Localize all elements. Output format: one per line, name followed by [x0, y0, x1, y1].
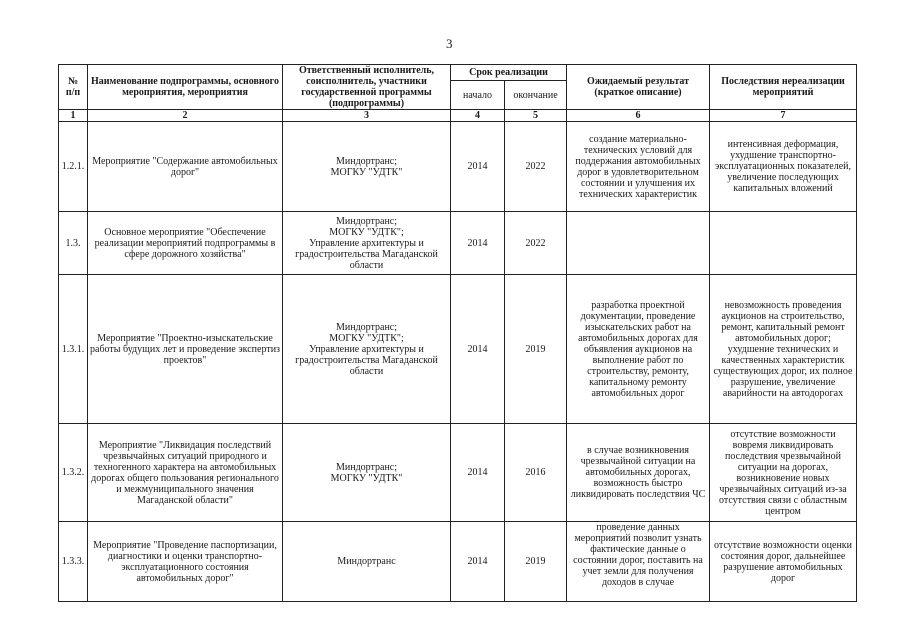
row-end: 2019	[505, 522, 567, 602]
column-number: 5	[505, 110, 567, 122]
table-row	[59, 212, 857, 275]
header-name: Наименование подпрограммы, основного мероприятия, мероприятия	[88, 65, 283, 110]
header-start: начало	[451, 81, 505, 110]
row-consequence	[710, 212, 857, 275]
row-executor: Миндортранс; МОГКУ "УДТК"	[283, 424, 451, 522]
row-name: Мероприятие "Содержание автомобильных дорог"	[88, 122, 283, 212]
column-number: 7	[710, 110, 857, 122]
header-num: № п/п	[59, 65, 88, 110]
row-executor: Миндортранс	[283, 522, 451, 602]
row-result: в случае возникновения чрезвычайной ситуации на автомобильных дорогах, возможность быстро ликвидировать последствия ЧС	[567, 424, 710, 522]
column-number: 2	[88, 110, 283, 122]
row-result	[567, 212, 710, 275]
row-start: 2014	[451, 122, 505, 212]
row-consequence: интенсивная деформация, ухудшение транспортно-эксплуатационных показателей, увеличение последующих капитальных вложений	[710, 122, 857, 212]
row-executor: Миндортранс; МОГКУ "УДТК"	[283, 122, 451, 212]
row-executor: Миндортранс; МОГКУ "УДТК"; Управление архитектуры и градостроительства Магаданской области	[283, 275, 451, 424]
row-end: 2016	[505, 424, 567, 522]
row-end: 2019	[505, 275, 567, 424]
row-name: Мероприятие "Ликвидация последствий чрезвычайных ситуаций природного и техногенного характера на автомобильных дорогах общего пользования регионального и межмуниципального значения Магаданской области"	[88, 424, 283, 522]
table-row	[59, 522, 857, 602]
table-row	[59, 275, 857, 424]
row-end: 2022	[505, 122, 567, 212]
column-number: 1	[59, 110, 88, 122]
header-end: окончание	[505, 81, 567, 110]
row-result: проведение данных мероприятий позволит узнать фактические данные о состоянии дорог, поставить на учет земли для получения доходов в случае	[567, 522, 710, 602]
table-row	[59, 424, 857, 522]
column-number: 6	[567, 110, 710, 122]
row-result: разработка проектной документации, проведение изыскательских работ на автомобильных дорогах для объявления аукционов на выполнение работ по строительству, ремонту, капитальному ремонту автомобильных дорог	[567, 275, 710, 424]
row-num: 1.2.1.	[59, 122, 88, 212]
column-number: 4	[451, 110, 505, 122]
program-table	[58, 64, 857, 602]
row-end: 2022	[505, 212, 567, 275]
row-name: Основное мероприятие "Обеспечение реализации мероприятий подпрограммы в сфере дорожного хозяйства"	[88, 212, 283, 275]
row-num: 1.3.1.	[59, 275, 88, 424]
table-row	[59, 122, 857, 212]
row-name: Мероприятие "Проведение паспортизации, диагностики и оценки транспортно-эксплуатационного состояния автомобильных дорог"	[88, 522, 283, 602]
column-number: 3	[283, 110, 451, 122]
row-start: 2014	[451, 424, 505, 522]
page-number: 3	[446, 36, 453, 51]
row-start: 2014	[451, 212, 505, 275]
row-executor: Миндортранс; МОГКУ "УДТК"; Управление архитектуры и градостроительства Магаданской области	[283, 212, 451, 275]
row-name: Мероприятие "Проектно-изыскательские работы будущих лет и проведение экспертиз проектов"	[88, 275, 283, 424]
row-consequence: отсутствие возможности вовремя ликвидировать последствия чрезвычайной ситуации на дорогах, возникновение новых чрезвычайных ситуаций из-за отсутствия связи с областным центром	[710, 424, 857, 522]
row-num: 1.3.	[59, 212, 88, 275]
row-num: 1.3.2.	[59, 424, 88, 522]
row-result: создание материально-технических условий для поддержания автомобильных дорог в удовлетворительном состоянии и улучшения их технических характеристик	[567, 122, 710, 212]
row-start: 2014	[451, 275, 505, 424]
header-period: Срок реализации	[451, 65, 567, 81]
header-consequence: Последствия нереализации мероприятий	[710, 65, 857, 110]
row-consequence: невозможность проведения аукционов на строительство, ремонт, капитальный ремонт автомобильных дорог; ухудшение технических и качественных характеристик существующих дорог, их полное разрушение, увеличение аварийности на автодорогах	[710, 275, 857, 424]
row-consequence: отсутствие возможности оценки состояния дорог, дальнейшее разрушение автомобильных дорог	[710, 522, 857, 602]
row-num: 1.3.3.	[59, 522, 88, 602]
header-result: Ожидаемый результат (краткое описание)	[567, 65, 710, 110]
header-executor: Ответственный исполнитель, соисполнитель, участники государственной программы (подпрограммы)	[283, 65, 451, 110]
row-start: 2014	[451, 522, 505, 602]
